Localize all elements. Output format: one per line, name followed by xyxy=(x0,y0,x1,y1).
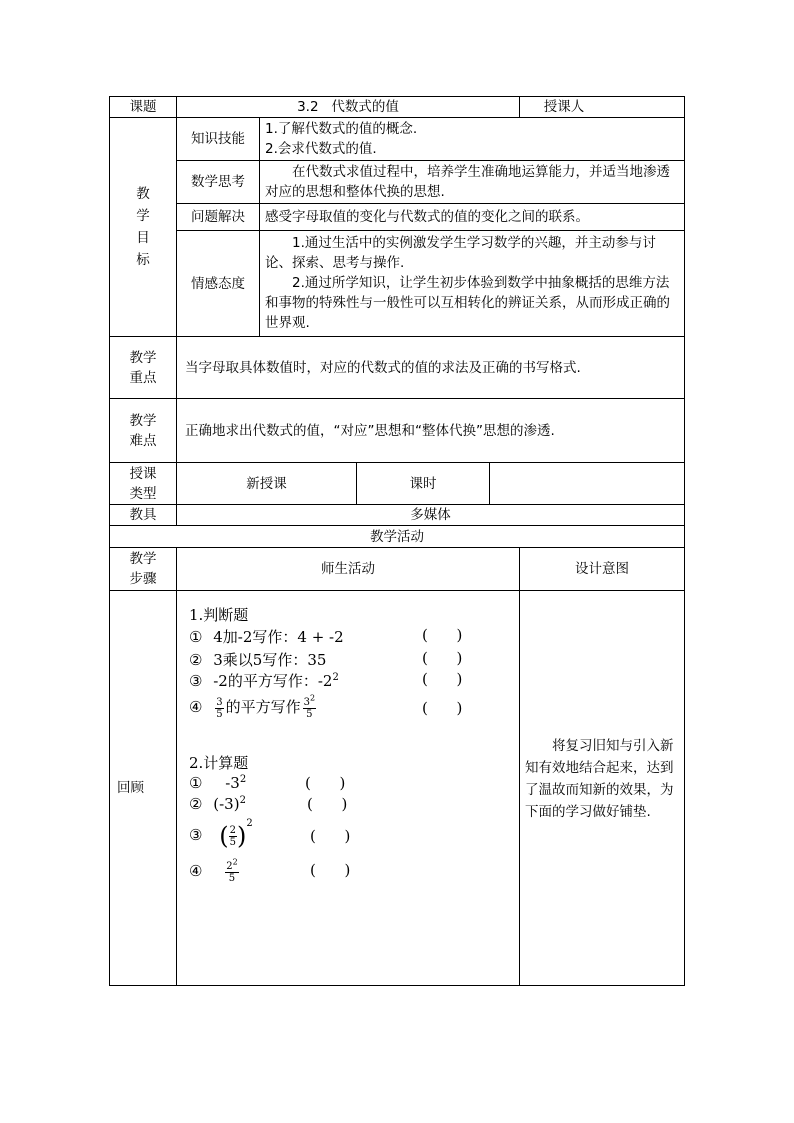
judge-item xyxy=(189,649,326,670)
objectives-label-char: 学 xyxy=(136,208,150,224)
judge-item xyxy=(189,626,344,647)
table-border xyxy=(109,985,685,986)
topic-value: 3.2 代数式的值 xyxy=(297,99,399,115)
teacher-label: 授课人 xyxy=(543,99,585,115)
key-points-label-line: 教学 xyxy=(129,349,157,366)
calc-item-number: ① xyxy=(189,774,203,792)
intent-text xyxy=(525,735,680,845)
judge-item-text: -2的平方写作：-2 xyxy=(213,672,333,690)
fraction xyxy=(225,857,238,884)
problem-solving-content: 感受字母取值的变化与代数式的值的变化之间的联系。 xyxy=(265,209,589,225)
table-border xyxy=(176,547,177,986)
exponent: 2 xyxy=(246,818,253,829)
calc-item xyxy=(189,856,241,886)
lesson-type-label xyxy=(110,463,176,504)
tools-value: 多媒体 xyxy=(410,507,451,523)
exponent: 2 xyxy=(332,672,339,683)
key-points-label-line: 重点 xyxy=(129,369,157,386)
problem-solving-label: 问题解决 xyxy=(191,209,245,225)
fraction xyxy=(229,825,237,848)
attitude-label: 情感态度 xyxy=(191,275,245,292)
knowledge-label: 知识技能 xyxy=(191,131,245,147)
answer-blank[interactable]: ( ) xyxy=(310,827,351,845)
lesson-period-value xyxy=(490,463,684,504)
fraction-denominator: 5 xyxy=(228,872,236,884)
steps-label xyxy=(110,548,176,590)
activity-column-header: 师生活动 xyxy=(321,561,375,577)
judge-item-text: 4加-2写作：4 + -2 xyxy=(213,628,344,646)
lesson-period-label: 课时 xyxy=(409,475,437,492)
exponent: 2 xyxy=(239,774,247,785)
judge-item-number: ③ xyxy=(189,672,203,690)
answer-blank[interactable]: ( ) xyxy=(307,795,348,813)
calc-item-number: ② xyxy=(189,795,203,813)
difficulties-label xyxy=(110,399,176,462)
key-points-label xyxy=(110,337,176,398)
fraction xyxy=(303,693,316,720)
objectives-label-char: 教 xyxy=(136,186,150,202)
table-border xyxy=(259,117,260,337)
intent-column-header: 设计意图 xyxy=(575,561,629,577)
answer-blank[interactable]: ( ) xyxy=(422,670,463,688)
objectives-label-char: 标 xyxy=(136,252,150,268)
fraction-numerator: $2^2$ xyxy=(226,857,238,872)
fraction-numerator: $3^2$ xyxy=(303,693,316,708)
fraction-numerator: 2 xyxy=(229,824,236,836)
answer-blank[interactable]: ( ) xyxy=(422,626,463,644)
key-points-text: 当字母取具体数值时，对应的代数式的值的求法及正确的书写格式. xyxy=(185,359,581,376)
answer-blank[interactable]: ( ) xyxy=(422,699,463,717)
attitude-paragraph: 2.通过所学知识，让学生初步体验到数学中抽象概括的思维方法和事物的特殊性与一般性可以互相转化的辨证关系，从而形成正确的世界观. xyxy=(265,275,670,331)
table-border xyxy=(109,590,685,591)
math-thinking-content xyxy=(265,162,681,202)
calc-item xyxy=(189,795,246,813)
attitude-content xyxy=(265,233,681,335)
judge-item xyxy=(189,692,318,722)
fraction-denominator: 5 xyxy=(229,836,236,848)
judge-item-text: 3乘以5写作：35 xyxy=(213,651,327,669)
lesson-type-label-line: 类型 xyxy=(129,485,157,502)
knowledge-line: 2.会求代数式的值. xyxy=(265,141,377,157)
judge-item xyxy=(189,670,339,691)
math-thinking-label: 数学思考 xyxy=(191,174,245,190)
knowledge-line: 1.了解代数式的值的概念. xyxy=(265,121,418,137)
judge-title: 1.判断题 xyxy=(189,606,249,624)
fraction-numerator: 3 xyxy=(216,696,223,708)
fraction-denominator: 5 xyxy=(216,708,223,720)
calc-item xyxy=(189,774,246,792)
fraction-denominator: 5 xyxy=(306,708,313,720)
objectives-label-char: 目 xyxy=(136,230,150,246)
objectives-section-label xyxy=(110,118,176,336)
exponent: 2 xyxy=(239,795,246,806)
intent-paragraph: 将复习旧知与引入新知有效地结合起来，达到了温故而知新的效果，为下面的学习做好铺垫. xyxy=(525,738,674,820)
calc-item-text: -3 xyxy=(225,774,240,792)
teacher-value xyxy=(608,97,684,117)
lesson-type-label-line: 授课 xyxy=(129,465,157,482)
judge-item-number: ② xyxy=(189,651,203,669)
knowledge-content xyxy=(265,119,681,159)
attitude-paragraph: 1.通过生活中的实例激发学生学习数学的兴趣，并主动参与讨论、探索、思考与操作. xyxy=(265,235,656,271)
difficulties-label-line: 难点 xyxy=(129,432,157,449)
math-thinking-text: 在代数式求值过程中，培养学生准确地运算能力，并适当地渗透对应的思想和整体代换的思想. xyxy=(265,164,670,200)
answer-blank[interactable]: ( ) xyxy=(310,861,351,879)
calc-item-number: ③ xyxy=(189,826,203,844)
calc-item-number: ④ xyxy=(189,862,203,880)
calc-title: 2.计算题 xyxy=(189,754,249,772)
table-border xyxy=(519,547,520,986)
steps-label-line: 教学 xyxy=(129,551,157,567)
answer-blank[interactable]: ( ) xyxy=(305,774,346,792)
difficulties-text: 正确地求出代数式的值，“对应”思想和“整体代换”思想的渗透. xyxy=(185,422,555,439)
activities-title: 教学活动 xyxy=(370,528,424,545)
steps-label-line: 步骤 xyxy=(129,571,157,587)
step-name: 回顾 xyxy=(117,780,144,796)
table-border xyxy=(684,96,685,986)
fraction xyxy=(215,697,223,720)
topic-label: 课题 xyxy=(129,99,157,115)
lesson-type-value: 新授课 xyxy=(246,475,287,492)
difficulties-label-line: 教学 xyxy=(129,412,157,429)
judge-item-number: ④ xyxy=(189,698,203,716)
tools-label: 教具 xyxy=(129,507,157,523)
judge-item-number: ① xyxy=(189,628,203,646)
judge-item-text: 的平方写作 xyxy=(225,698,301,716)
answer-blank[interactable]: ( ) xyxy=(422,649,463,667)
calc-item-text: (-3) xyxy=(213,795,240,813)
calc-item: ③ ( $\frac{2}{5}$ )$^2$ xyxy=(189,818,253,850)
